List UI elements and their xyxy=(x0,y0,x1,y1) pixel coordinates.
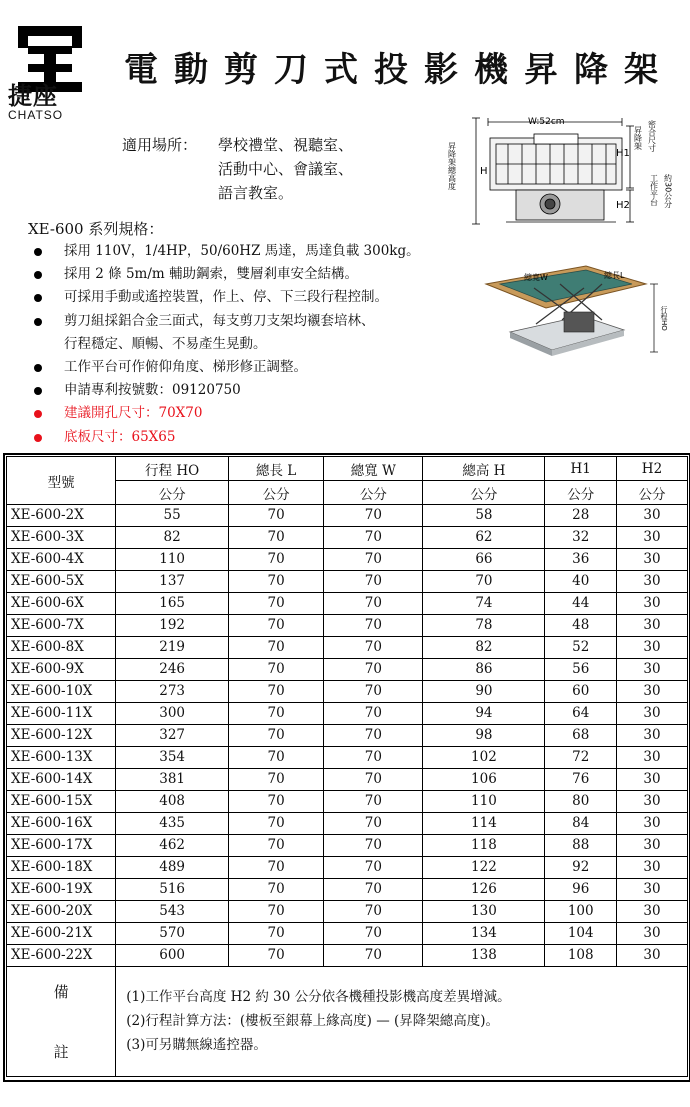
logo-text-en: CHATSO xyxy=(8,108,64,122)
value-cell: 70 xyxy=(324,505,423,527)
bullet-icon xyxy=(34,248,42,256)
bullet-icon xyxy=(34,318,42,326)
value-cell: 70 xyxy=(324,637,423,659)
usage-line: 語言教室。 xyxy=(218,184,294,202)
value-cell: 68 xyxy=(545,725,617,747)
value-cell: 70 xyxy=(324,835,423,857)
header-h2: H2 xyxy=(616,457,687,481)
value-cell: 102 xyxy=(423,747,545,769)
elevation-diagram xyxy=(446,112,686,234)
model-cell: XE-600-11X xyxy=(7,703,116,725)
unit-cell: 公分 xyxy=(545,481,617,505)
value-cell: 134 xyxy=(423,923,545,945)
model-cell: XE-600-18X xyxy=(7,857,116,879)
value-cell: 137 xyxy=(116,571,229,593)
table-row xyxy=(7,637,688,659)
spec-item: 可採用手動或遙控裝置，作上、停、下三段行程控制。 xyxy=(34,286,420,309)
value-cell: 40 xyxy=(545,571,617,593)
value-cell: 104 xyxy=(545,923,617,945)
model-cell: XE-600-6X xyxy=(7,593,116,615)
spec-title: XE-600 系列規格： xyxy=(28,220,164,238)
value-cell: 70 xyxy=(228,703,323,725)
value-cell: 74 xyxy=(423,593,545,615)
value-cell: 70 xyxy=(324,857,423,879)
spec-table xyxy=(6,456,688,1077)
model-cell: XE-600-8X xyxy=(7,637,116,659)
value-cell: 70 xyxy=(228,813,323,835)
note-item: (1)工作平台高度 H2 約 30 公分依各機種投影機高度差異增減。 xyxy=(126,989,511,1005)
value-cell: 70 xyxy=(228,725,323,747)
value-cell: 92 xyxy=(545,857,617,879)
value-cell: 70 xyxy=(324,615,423,637)
value-cell: 70 xyxy=(324,791,423,813)
table-row xyxy=(7,945,688,967)
model-cell: XE-600-16X xyxy=(7,813,116,835)
value-cell: 106 xyxy=(423,769,545,791)
value-cell: 273 xyxy=(116,681,229,703)
value-cell: 60 xyxy=(545,681,617,703)
model-cell: XE-600-19X xyxy=(7,879,116,901)
value-cell: 30 xyxy=(616,857,687,879)
total-width-label: 總寬W xyxy=(524,273,548,282)
page-title: 電動剪刀式投影機昇降架 xyxy=(124,50,674,90)
table-row xyxy=(7,681,688,703)
value-cell: 118 xyxy=(423,835,545,857)
fit-size-label: 密合尺寸 xyxy=(647,120,657,152)
value-cell: 70 xyxy=(423,571,545,593)
bullet-icon xyxy=(34,294,42,302)
value-cell: 126 xyxy=(423,879,545,901)
notes-cell xyxy=(116,967,688,1077)
value-cell: 70 xyxy=(228,659,323,681)
value-cell: 62 xyxy=(423,527,545,549)
value-cell: 408 xyxy=(116,791,229,813)
model-cell: XE-600-7X xyxy=(7,615,116,637)
unit-cell: 公分 xyxy=(324,481,423,505)
bullet-icon xyxy=(34,410,42,418)
value-cell: 70 xyxy=(324,945,423,967)
model-cell: XE-600-20X xyxy=(7,901,116,923)
value-cell: 70 xyxy=(228,527,323,549)
value-cell: 70 xyxy=(228,857,323,879)
table-row xyxy=(7,879,688,901)
bullet-icon xyxy=(34,364,42,372)
value-cell: 570 xyxy=(116,923,229,945)
usage-section xyxy=(122,133,353,205)
value-cell: 516 xyxy=(116,879,229,901)
value-cell: 70 xyxy=(324,725,423,747)
value-cell: 30 xyxy=(616,505,687,527)
value-cell: 70 xyxy=(324,549,423,571)
value-cell: 76 xyxy=(545,769,617,791)
value-cell: 30 xyxy=(616,725,687,747)
value-cell: 114 xyxy=(423,813,545,835)
value-cell: 30 xyxy=(616,571,687,593)
value-cell: 84 xyxy=(545,813,617,835)
value-cell: 381 xyxy=(116,769,229,791)
spec-item-continued: 行程穩定、順暢、不易產生晃動。 xyxy=(64,335,267,352)
table-row xyxy=(7,615,688,637)
value-cell: 88 xyxy=(545,835,617,857)
table-row xyxy=(7,791,688,813)
spec-item-baseplate: 底板尺寸：65X65 xyxy=(34,426,420,449)
value-cell: 108 xyxy=(545,945,617,967)
perspective-diagram xyxy=(474,262,684,382)
value-cell: 30 xyxy=(616,813,687,835)
table-row xyxy=(7,857,688,879)
model-cell: XE-600-9X xyxy=(7,659,116,681)
model-cell: XE-600-22X xyxy=(7,945,116,967)
spec-item: 採用 2 條 5m/m 輔助鋼索，雙層剎車安全結構。 xyxy=(34,263,420,286)
value-cell: 78 xyxy=(423,615,545,637)
value-cell: 219 xyxy=(116,637,229,659)
model-cell: XE-600-12X xyxy=(7,725,116,747)
value-cell: 138 xyxy=(423,945,545,967)
value-cell: 56 xyxy=(545,659,617,681)
value-cell: 70 xyxy=(228,791,323,813)
table-row xyxy=(7,549,688,571)
model-cell: XE-600-5X xyxy=(7,571,116,593)
value-cell: 86 xyxy=(423,659,545,681)
bullet-icon xyxy=(34,271,42,279)
value-cell: 70 xyxy=(324,813,423,835)
h2-label: H2 xyxy=(616,200,630,211)
logo-text-cn: 捷座 xyxy=(8,82,58,110)
model-cell: XE-600-17X xyxy=(7,835,116,857)
value-cell: 70 xyxy=(324,593,423,615)
value-cell: 36 xyxy=(545,549,617,571)
value-cell: 165 xyxy=(116,593,229,615)
bullet-icon xyxy=(34,434,42,442)
value-cell: 489 xyxy=(116,857,229,879)
value-cell: 30 xyxy=(616,945,687,967)
value-cell: 48 xyxy=(545,615,617,637)
value-cell: 70 xyxy=(228,571,323,593)
value-cell: 300 xyxy=(116,703,229,725)
total-height-label: 昇降架總高度 xyxy=(447,142,457,190)
table-row xyxy=(7,527,688,549)
value-cell: 30 xyxy=(616,901,687,923)
value-cell: 110 xyxy=(423,791,545,813)
value-cell: 327 xyxy=(116,725,229,747)
value-cell: 30 xyxy=(616,791,687,813)
header-height: 總高 H xyxy=(423,457,545,481)
value-cell: 70 xyxy=(228,681,323,703)
value-cell: 70 xyxy=(324,659,423,681)
value-cell: 192 xyxy=(116,615,229,637)
value-cell: 30 xyxy=(616,835,687,857)
usage-line: 活動中心、會議室、 xyxy=(218,160,354,178)
value-cell: 44 xyxy=(545,593,617,615)
value-cell: 70 xyxy=(228,637,323,659)
model-cell: XE-600-3X xyxy=(7,527,116,549)
value-cell: 70 xyxy=(324,901,423,923)
value-cell: 66 xyxy=(423,549,545,571)
value-cell: 30 xyxy=(616,769,687,791)
model-cell: XE-600-10X xyxy=(7,681,116,703)
spec-list xyxy=(34,240,420,449)
unit-cell: 公分 xyxy=(423,481,545,505)
unit-cell: 公分 xyxy=(616,481,687,505)
model-cell: XE-600-4X xyxy=(7,549,116,571)
value-cell: 30 xyxy=(616,527,687,549)
header-width: 總寬 W xyxy=(324,457,423,481)
value-cell: 32 xyxy=(545,527,617,549)
h-label: H xyxy=(480,166,488,177)
platform-label: 工作平台 xyxy=(649,174,659,206)
usage-label: 適用場所： xyxy=(122,136,198,154)
value-cell: 30 xyxy=(616,593,687,615)
model-cell: XE-600-2X xyxy=(7,505,116,527)
value-cell: 70 xyxy=(228,549,323,571)
value-cell: 82 xyxy=(423,637,545,659)
value-cell: 30 xyxy=(616,549,687,571)
value-cell: 82 xyxy=(116,527,229,549)
table-row xyxy=(7,659,688,681)
unit-cell: 公分 xyxy=(116,481,229,505)
value-cell: 64 xyxy=(545,703,617,725)
value-cell: 354 xyxy=(116,747,229,769)
model-cell: XE-600-13X xyxy=(7,747,116,769)
usage-line: 學校禮堂、視聽室、 xyxy=(218,136,354,154)
value-cell: 130 xyxy=(423,901,545,923)
value-cell: 70 xyxy=(228,615,323,637)
value-cell: 543 xyxy=(116,901,229,923)
model-cell: XE-600-21X xyxy=(7,923,116,945)
value-cell: 70 xyxy=(324,703,423,725)
model-cell: XE-600-15X xyxy=(7,791,116,813)
value-cell: 70 xyxy=(228,901,323,923)
table-row xyxy=(7,593,688,615)
table-row xyxy=(7,835,688,857)
value-cell: 98 xyxy=(423,725,545,747)
approx-label: 約30公分 xyxy=(663,174,673,209)
value-cell: 70 xyxy=(324,769,423,791)
value-cell: 70 xyxy=(228,835,323,857)
travel-label: 行程HO xyxy=(660,306,668,331)
spec-item-cutout: 建議開孔尺寸：70X70 xyxy=(34,402,420,425)
total-length-label: 總長L xyxy=(604,271,625,280)
value-cell: 72 xyxy=(545,747,617,769)
value-cell: 70 xyxy=(324,527,423,549)
value-cell: 70 xyxy=(228,593,323,615)
value-cell: 70 xyxy=(228,879,323,901)
header-model: 型號 xyxy=(7,457,116,505)
width-label: W:52cm xyxy=(528,117,565,127)
value-cell: 462 xyxy=(116,835,229,857)
value-cell: 70 xyxy=(324,879,423,901)
value-cell: 30 xyxy=(616,637,687,659)
table-row xyxy=(7,813,688,835)
header-travel: 行程 HO xyxy=(116,457,229,481)
table-row xyxy=(7,747,688,769)
spec-item: 工作平台可作俯仰角度、梯形修正調整。 xyxy=(34,356,420,379)
bullet-icon xyxy=(34,387,42,395)
spec-item: 採用 110V，1/4HP，50/60HZ 馬達，馬達負載 300kg。 xyxy=(34,240,420,263)
table-row xyxy=(7,505,688,527)
value-cell: 70 xyxy=(324,923,423,945)
value-cell: 30 xyxy=(616,681,687,703)
model-cell: XE-600-14X xyxy=(7,769,116,791)
h1-label: H1 xyxy=(616,148,630,159)
value-cell: 28 xyxy=(545,505,617,527)
value-cell: 94 xyxy=(423,703,545,725)
value-cell: 70 xyxy=(228,505,323,527)
value-cell: 70 xyxy=(228,769,323,791)
value-cell: 55 xyxy=(116,505,229,527)
unit-cell: 公分 xyxy=(228,481,323,505)
table-row xyxy=(7,923,688,945)
value-cell: 70 xyxy=(324,571,423,593)
value-cell: 246 xyxy=(116,659,229,681)
value-cell: 70 xyxy=(324,747,423,769)
header-h1: H1 xyxy=(545,457,617,481)
table-row xyxy=(7,769,688,791)
value-cell: 435 xyxy=(116,813,229,835)
value-cell: 100 xyxy=(545,901,617,923)
spec-item: 剪刀組採鋁合金三面式，每支剪刀支架均襯套培林、 xyxy=(34,310,420,333)
value-cell: 30 xyxy=(616,659,687,681)
note-item: (3)可另購無線遙控器。 xyxy=(126,1037,267,1053)
value-cell: 30 xyxy=(616,923,687,945)
value-cell: 70 xyxy=(228,923,323,945)
value-cell: 110 xyxy=(116,549,229,571)
value-cell: 58 xyxy=(423,505,545,527)
value-cell: 30 xyxy=(616,879,687,901)
value-cell: 600 xyxy=(116,945,229,967)
table-row xyxy=(7,725,688,747)
value-cell: 70 xyxy=(324,681,423,703)
header-length: 總長 L xyxy=(228,457,323,481)
value-cell: 122 xyxy=(423,857,545,879)
value-cell: 80 xyxy=(545,791,617,813)
value-cell: 30 xyxy=(616,747,687,769)
table-row xyxy=(7,571,688,593)
value-cell: 90 xyxy=(423,681,545,703)
value-cell: 30 xyxy=(616,703,687,725)
table-row xyxy=(7,703,688,725)
frame-label: 昇降架 xyxy=(633,126,643,150)
value-cell: 70 xyxy=(228,945,323,967)
spec-item: 申請專利按號數：09120750 xyxy=(34,379,420,402)
value-cell: 52 xyxy=(545,637,617,659)
notes-label: 備 註 xyxy=(7,967,116,1077)
value-cell: 70 xyxy=(228,747,323,769)
table-row xyxy=(7,901,688,923)
value-cell: 30 xyxy=(616,615,687,637)
value-cell: 96 xyxy=(545,879,617,901)
note-item: (2)行程計算方法：(樓板至銀幕上緣高度) — (昇降架總高度)。 xyxy=(126,1013,500,1029)
